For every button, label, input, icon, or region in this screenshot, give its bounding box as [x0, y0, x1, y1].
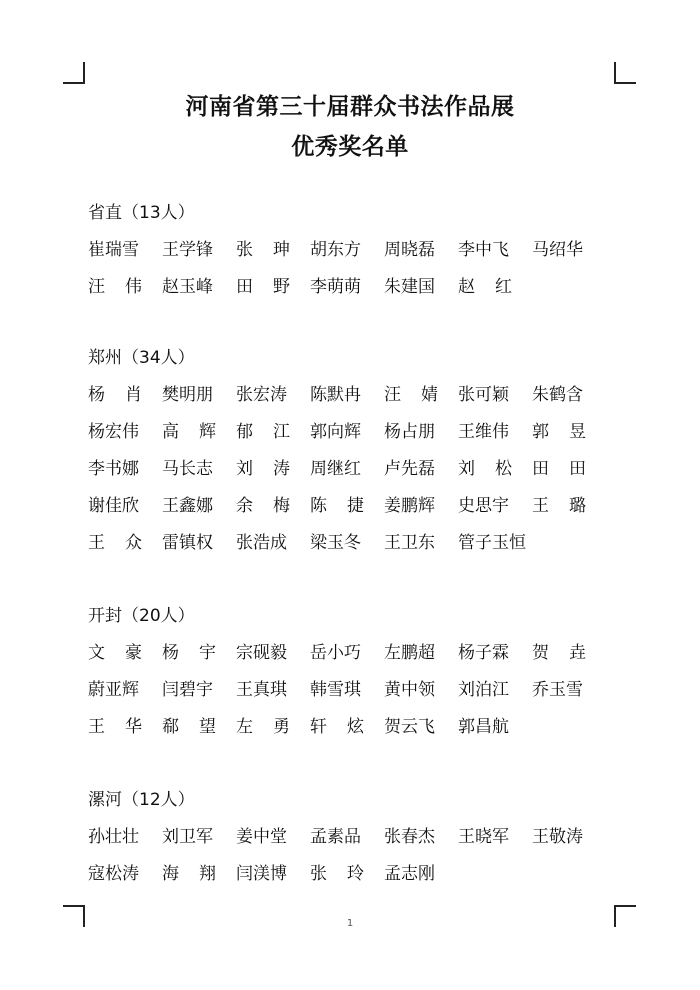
- award-name: 王 璐: [532, 496, 586, 516]
- award-name: 田 野: [236, 277, 290, 297]
- award-name: 王卫东: [384, 533, 435, 553]
- award-name: 汪 伟: [88, 277, 142, 297]
- award-name: 杨 宇: [162, 643, 216, 663]
- document-title: 河南省第三十届群众书法作品展: [185, 94, 515, 120]
- award-name: 杨 肖: [88, 385, 142, 405]
- award-name: 李书娜: [88, 459, 139, 479]
- award-name: 刘卫军: [162, 827, 213, 847]
- award-name: 寇松涛: [88, 864, 139, 884]
- section-zhengzhou: [88, 342, 618, 562]
- award-name: 梁玉冬: [310, 533, 361, 553]
- award-name: 樊明朋: [162, 385, 213, 405]
- document-subtitle: 优秀奖名单: [291, 134, 409, 160]
- award-name: 姜中堂: [236, 827, 287, 847]
- award-name: 郭昌航: [458, 717, 509, 737]
- award-name: 张浩成: [236, 533, 287, 553]
- award-name: 张可颖: [458, 385, 509, 405]
- award-name: 周晓磊: [384, 240, 435, 260]
- award-name: 卢先磊: [384, 459, 435, 479]
- award-name: 郁 江: [236, 422, 290, 442]
- award-name: 郭向辉: [310, 422, 361, 442]
- award-name: 韩雪琪: [310, 680, 361, 700]
- award-name: 郗 望: [162, 717, 216, 737]
- award-name: 岳小巧: [310, 643, 361, 663]
- award-name: 孙壮壮: [88, 827, 139, 847]
- award-name: 蔚亚辉: [88, 680, 139, 700]
- award-name: 轩 炫: [310, 717, 364, 737]
- award-name: 张 玲: [310, 864, 364, 884]
- section-heading: 开封（20人）: [88, 606, 195, 626]
- award-name: 雷镇权: [162, 533, 213, 553]
- award-name: 胡东方: [310, 240, 361, 260]
- award-name: 闫渼博: [236, 864, 287, 884]
- award-name: 马长志: [162, 459, 213, 479]
- award-name: 刘泊江: [458, 680, 509, 700]
- award-name: 朱鹤含: [532, 385, 583, 405]
- award-name: 李中飞: [458, 240, 509, 260]
- award-name: 左 勇: [236, 717, 290, 737]
- award-name: 赵玉峰: [162, 277, 213, 297]
- award-name: 王鑫娜: [162, 496, 213, 516]
- award-name: 海 翔: [162, 864, 216, 884]
- section-heading: 漯河（12人）: [88, 790, 195, 810]
- section-kaifeng: [88, 600, 618, 746]
- award-name: 高 辉: [162, 422, 216, 442]
- award-name: 管子玉恒: [458, 533, 526, 553]
- award-name: 黄中领: [384, 680, 435, 700]
- section-heading: 郑州（34人）: [88, 348, 195, 368]
- name-list: [88, 635, 618, 746]
- award-name: 谢佳欣: [88, 496, 139, 516]
- award-name: 张 珅: [236, 240, 290, 260]
- award-name: 王敬涛: [532, 827, 583, 847]
- page-number: 1: [346, 918, 354, 929]
- award-name: 贺云飞: [384, 717, 435, 737]
- award-name: 张宏涛: [236, 385, 287, 405]
- award-name: 左鹏超: [384, 643, 435, 663]
- award-name: 崔瑞雪: [88, 240, 139, 260]
- award-name: 杨宏伟: [88, 422, 139, 442]
- award-name: 余 梅: [236, 496, 290, 516]
- name-list: [88, 232, 618, 306]
- award-name: 马绍华: [532, 240, 583, 260]
- award-name: 赵 红: [458, 277, 512, 297]
- award-name: 朱建国: [384, 277, 435, 297]
- award-name: 史思宇: [458, 496, 509, 516]
- award-name: 刘 松: [458, 459, 512, 479]
- name-list: [88, 377, 618, 562]
- award-name: 王 众: [88, 533, 142, 553]
- award-name: 宗砚毅: [236, 643, 287, 663]
- award-name: 陈默冉: [310, 385, 361, 405]
- section-heading: 省直（13人）: [88, 203, 195, 223]
- award-name: 刘 涛: [236, 459, 290, 479]
- section-luohe: [88, 784, 618, 893]
- award-name: 文 豪: [88, 643, 142, 663]
- award-name: 闫碧宇: [162, 680, 213, 700]
- award-name: 乔玉雪: [532, 680, 583, 700]
- section-shengzhi: [88, 197, 618, 306]
- award-name: 贺 垚: [532, 643, 586, 663]
- award-name: 陈 捷: [310, 496, 364, 516]
- award-name: 杨占朋: [384, 422, 435, 442]
- award-name: 王真琪: [236, 680, 287, 700]
- name-list: [88, 819, 618, 893]
- award-name: 王晓军: [458, 827, 509, 847]
- award-name: 王维伟: [458, 422, 509, 442]
- award-name: 孟志刚: [384, 864, 435, 884]
- award-name: 杨子霖: [458, 643, 509, 663]
- award-name: 李萌萌: [310, 277, 361, 297]
- award-name: 张春杰: [384, 827, 435, 847]
- award-name: 郭 昱: [532, 422, 586, 442]
- award-name: 姜鹏辉: [384, 496, 435, 516]
- award-name: 周继红: [310, 459, 361, 479]
- award-name: 王学锋: [162, 240, 213, 260]
- award-name: 田 田: [532, 459, 586, 479]
- award-name: 王 华: [88, 717, 142, 737]
- award-name: 汪 婧: [384, 385, 438, 405]
- award-name: 孟素品: [310, 827, 361, 847]
